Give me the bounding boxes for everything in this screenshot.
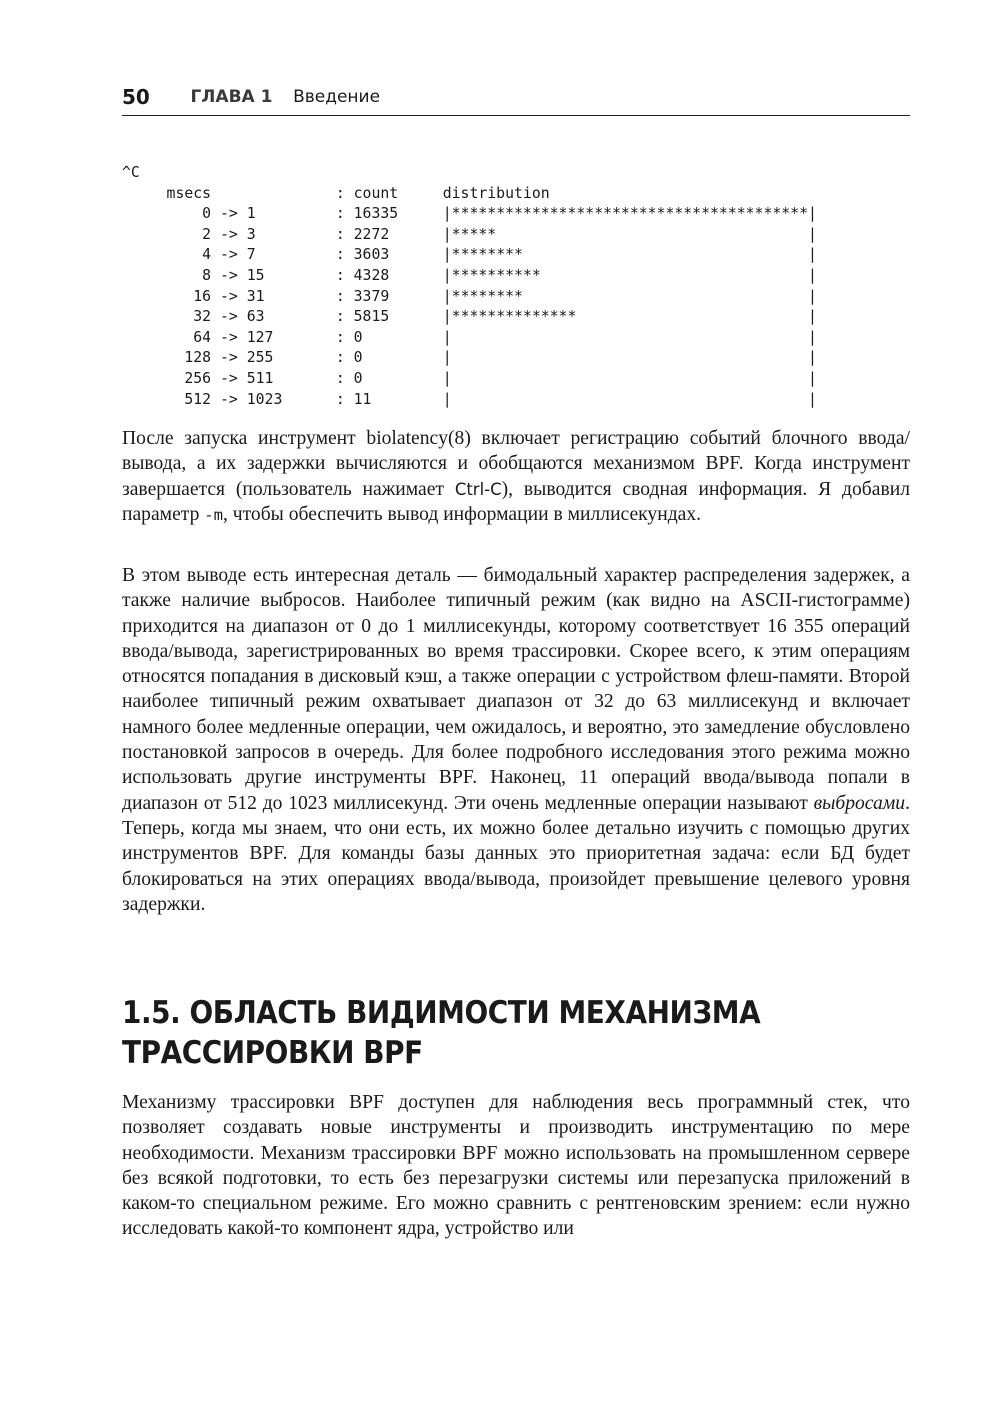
chapter-label: ГЛАВА 1 xyxy=(190,87,273,107)
paragraph-biolatency-intro xyxy=(122,426,910,528)
emphasis-term: выбросами xyxy=(813,792,906,814)
histogram-range: 512 -> 1023 xyxy=(122,390,336,408)
histogram-count: 11 xyxy=(353,390,443,408)
undefined: | xyxy=(808,390,817,408)
undefined: : xyxy=(335,390,354,408)
histogram-count: 0 xyxy=(353,369,443,387)
histogram-bar xyxy=(452,329,808,346)
histogram-bar: ***** xyxy=(451,225,808,243)
undefined: | xyxy=(808,287,817,305)
histogram-bar: ******** xyxy=(451,246,808,264)
undefined: | xyxy=(808,328,817,346)
undefined: | xyxy=(442,205,452,223)
undefined: | xyxy=(442,349,452,367)
undefined: : xyxy=(335,246,354,264)
undefined: : xyxy=(335,328,354,346)
header-rule xyxy=(122,115,910,116)
undefined: | xyxy=(808,225,817,243)
running-head xyxy=(122,84,910,110)
undefined: | xyxy=(442,287,452,305)
undefined xyxy=(122,185,167,202)
histogram-count: 5815 xyxy=(353,308,443,326)
paragraph-text: ), выводится сводная информация. Я добавил параметр xyxy=(122,478,910,525)
option-flag: -m xyxy=(204,505,223,524)
paragraph-bpf-scope xyxy=(122,1090,910,1242)
undefined: | xyxy=(808,349,817,367)
paragraph-text: В этом выводе есть интересная деталь — бимодальный характер распределения задержек, а также наличие выбросов. Наиболее типичный режим (как видно на ASCII-гистограмме) приходится на диапазон от 0 до 1 миллисекунды, которому соответствует 16 355 операций ввода/вывода, зарегистрированных во время трассировки. Скорее всего, к этим операциям относятся попадания в дисковый кэш, а также операции с устройством флеш-памяти. Второй наиболее типичный режим охватывает диапазон от 32 до 63 миллисекунд и включает намного более медленные операции, чем ожидалось, и вероятно, это замедление обусловлено постановкой запросов в очередь. Для более подробного исследования этого режима можно использовать другие инструменты BPF. Наконец, 11 операций ввода/вывода попали в диапазон от 512 до 1023 миллисекунд. Эти очень медленные операции называют xyxy=(122,565,910,814)
column-header-count: count xyxy=(353,184,443,202)
histogram-range: 128 -> 255 xyxy=(122,349,336,367)
page-number: 50 xyxy=(122,85,150,109)
histogram-count: 2272 xyxy=(353,225,443,243)
section-heading-line2: ТРАССИРОВКИ BPF xyxy=(122,1035,423,1071)
interrupt-marker: ^C xyxy=(122,164,140,181)
undefined: | xyxy=(442,246,452,264)
biolatency-output-listing xyxy=(122,163,817,410)
undefined: | xyxy=(442,308,452,326)
undefined: : xyxy=(335,308,354,326)
paragraph-text: После запуска инструмент biolatency(8) включает регистрацию событий блочного ввода/вывода, а их задержки вычисляются и обобщаются механизмом BPF. Когда инструмент завершается (пользователь нажимает xyxy=(122,428,910,500)
histogram-range: 64 -> 127 xyxy=(122,328,336,346)
histogram-bar xyxy=(452,349,808,366)
undefined: | xyxy=(442,266,452,284)
histogram-count: 3603 xyxy=(353,246,443,264)
histogram-count: 16335 xyxy=(353,205,443,223)
histogram-range: 256 -> 511 xyxy=(122,369,336,387)
histogram-range: 8 -> 15 xyxy=(122,266,336,284)
histogram-count: 0 xyxy=(353,349,443,367)
keyboard-shortcut: Ctrl-C xyxy=(454,479,502,499)
histogram-bar: ********** xyxy=(451,266,808,284)
undefined: | xyxy=(442,369,452,387)
histogram-bar: **************************************** xyxy=(451,205,808,223)
undefined: | xyxy=(442,328,452,346)
undefined: | xyxy=(442,225,452,243)
undefined: : xyxy=(335,349,354,367)
undefined: | xyxy=(808,246,817,264)
histogram-range: 16 -> 31 xyxy=(122,287,336,305)
histogram-count: 0 xyxy=(353,328,443,346)
column-header-distribution: distribution xyxy=(442,184,550,202)
paragraph-text: Механизму трассировки BPF доступен для наблюдения весь программный стек, что позволяет создавать новые инструменты и производить инструментацию по мере необходимости. Механизм трассировки BPF можно использовать на промышленном сервере без всякой подготовки, то есть без перезагрузки системы или перезапуска приложений в каком-то специальном режиме. Его можно сравнить с рентгеновским зрением: если нужно исследовать какой-то компонент ядра, устройство или xyxy=(122,1092,910,1240)
histogram-range: 0 -> 1 xyxy=(122,205,336,223)
undefined: : xyxy=(335,184,354,202)
histogram-range: 4 -> 7 xyxy=(122,246,336,264)
histogram-range: 2 -> 3 xyxy=(122,225,336,243)
paragraph-bimodal-analysis xyxy=(122,563,910,917)
section-heading-line1: 1.5. ОБЛАСТЬ ВИДИМОСТИ МЕХАНИЗМА xyxy=(122,995,761,1031)
chapter-title: Введение xyxy=(293,87,381,107)
histogram-range: 32 -> 63 xyxy=(122,308,336,326)
histogram-count: 3379 xyxy=(353,287,443,305)
histogram-bar: ******** xyxy=(451,287,808,305)
undefined: | xyxy=(808,369,817,387)
histogram-bar xyxy=(452,370,808,387)
undefined: : xyxy=(335,225,354,243)
paragraph-text: . Теперь, когда мы знаем, что они есть, их можно более детально изучить с помощью других инструментов BPF. Для команды базы данных это приоритетная задача: если БД будет блокироваться на этих операциях ввода/вывода, произойдет превышение целевого уровня задержки. xyxy=(122,792,910,915)
column-header-msecs: msecs xyxy=(166,184,336,202)
histogram-count: 4328 xyxy=(353,266,443,284)
undefined: | xyxy=(808,266,817,284)
undefined: | xyxy=(442,390,452,408)
histogram-bar: ************** xyxy=(451,308,808,326)
undefined: | xyxy=(808,205,817,223)
paragraph-text: , чтобы обеспечить вывод информации в миллисекундах. xyxy=(222,503,702,525)
section-heading xyxy=(122,993,831,1073)
histogram-bar xyxy=(452,391,808,408)
undefined: | xyxy=(808,308,817,326)
undefined: : xyxy=(335,369,354,387)
undefined: : xyxy=(335,287,354,305)
undefined: : xyxy=(335,205,354,223)
undefined: : xyxy=(335,266,354,284)
